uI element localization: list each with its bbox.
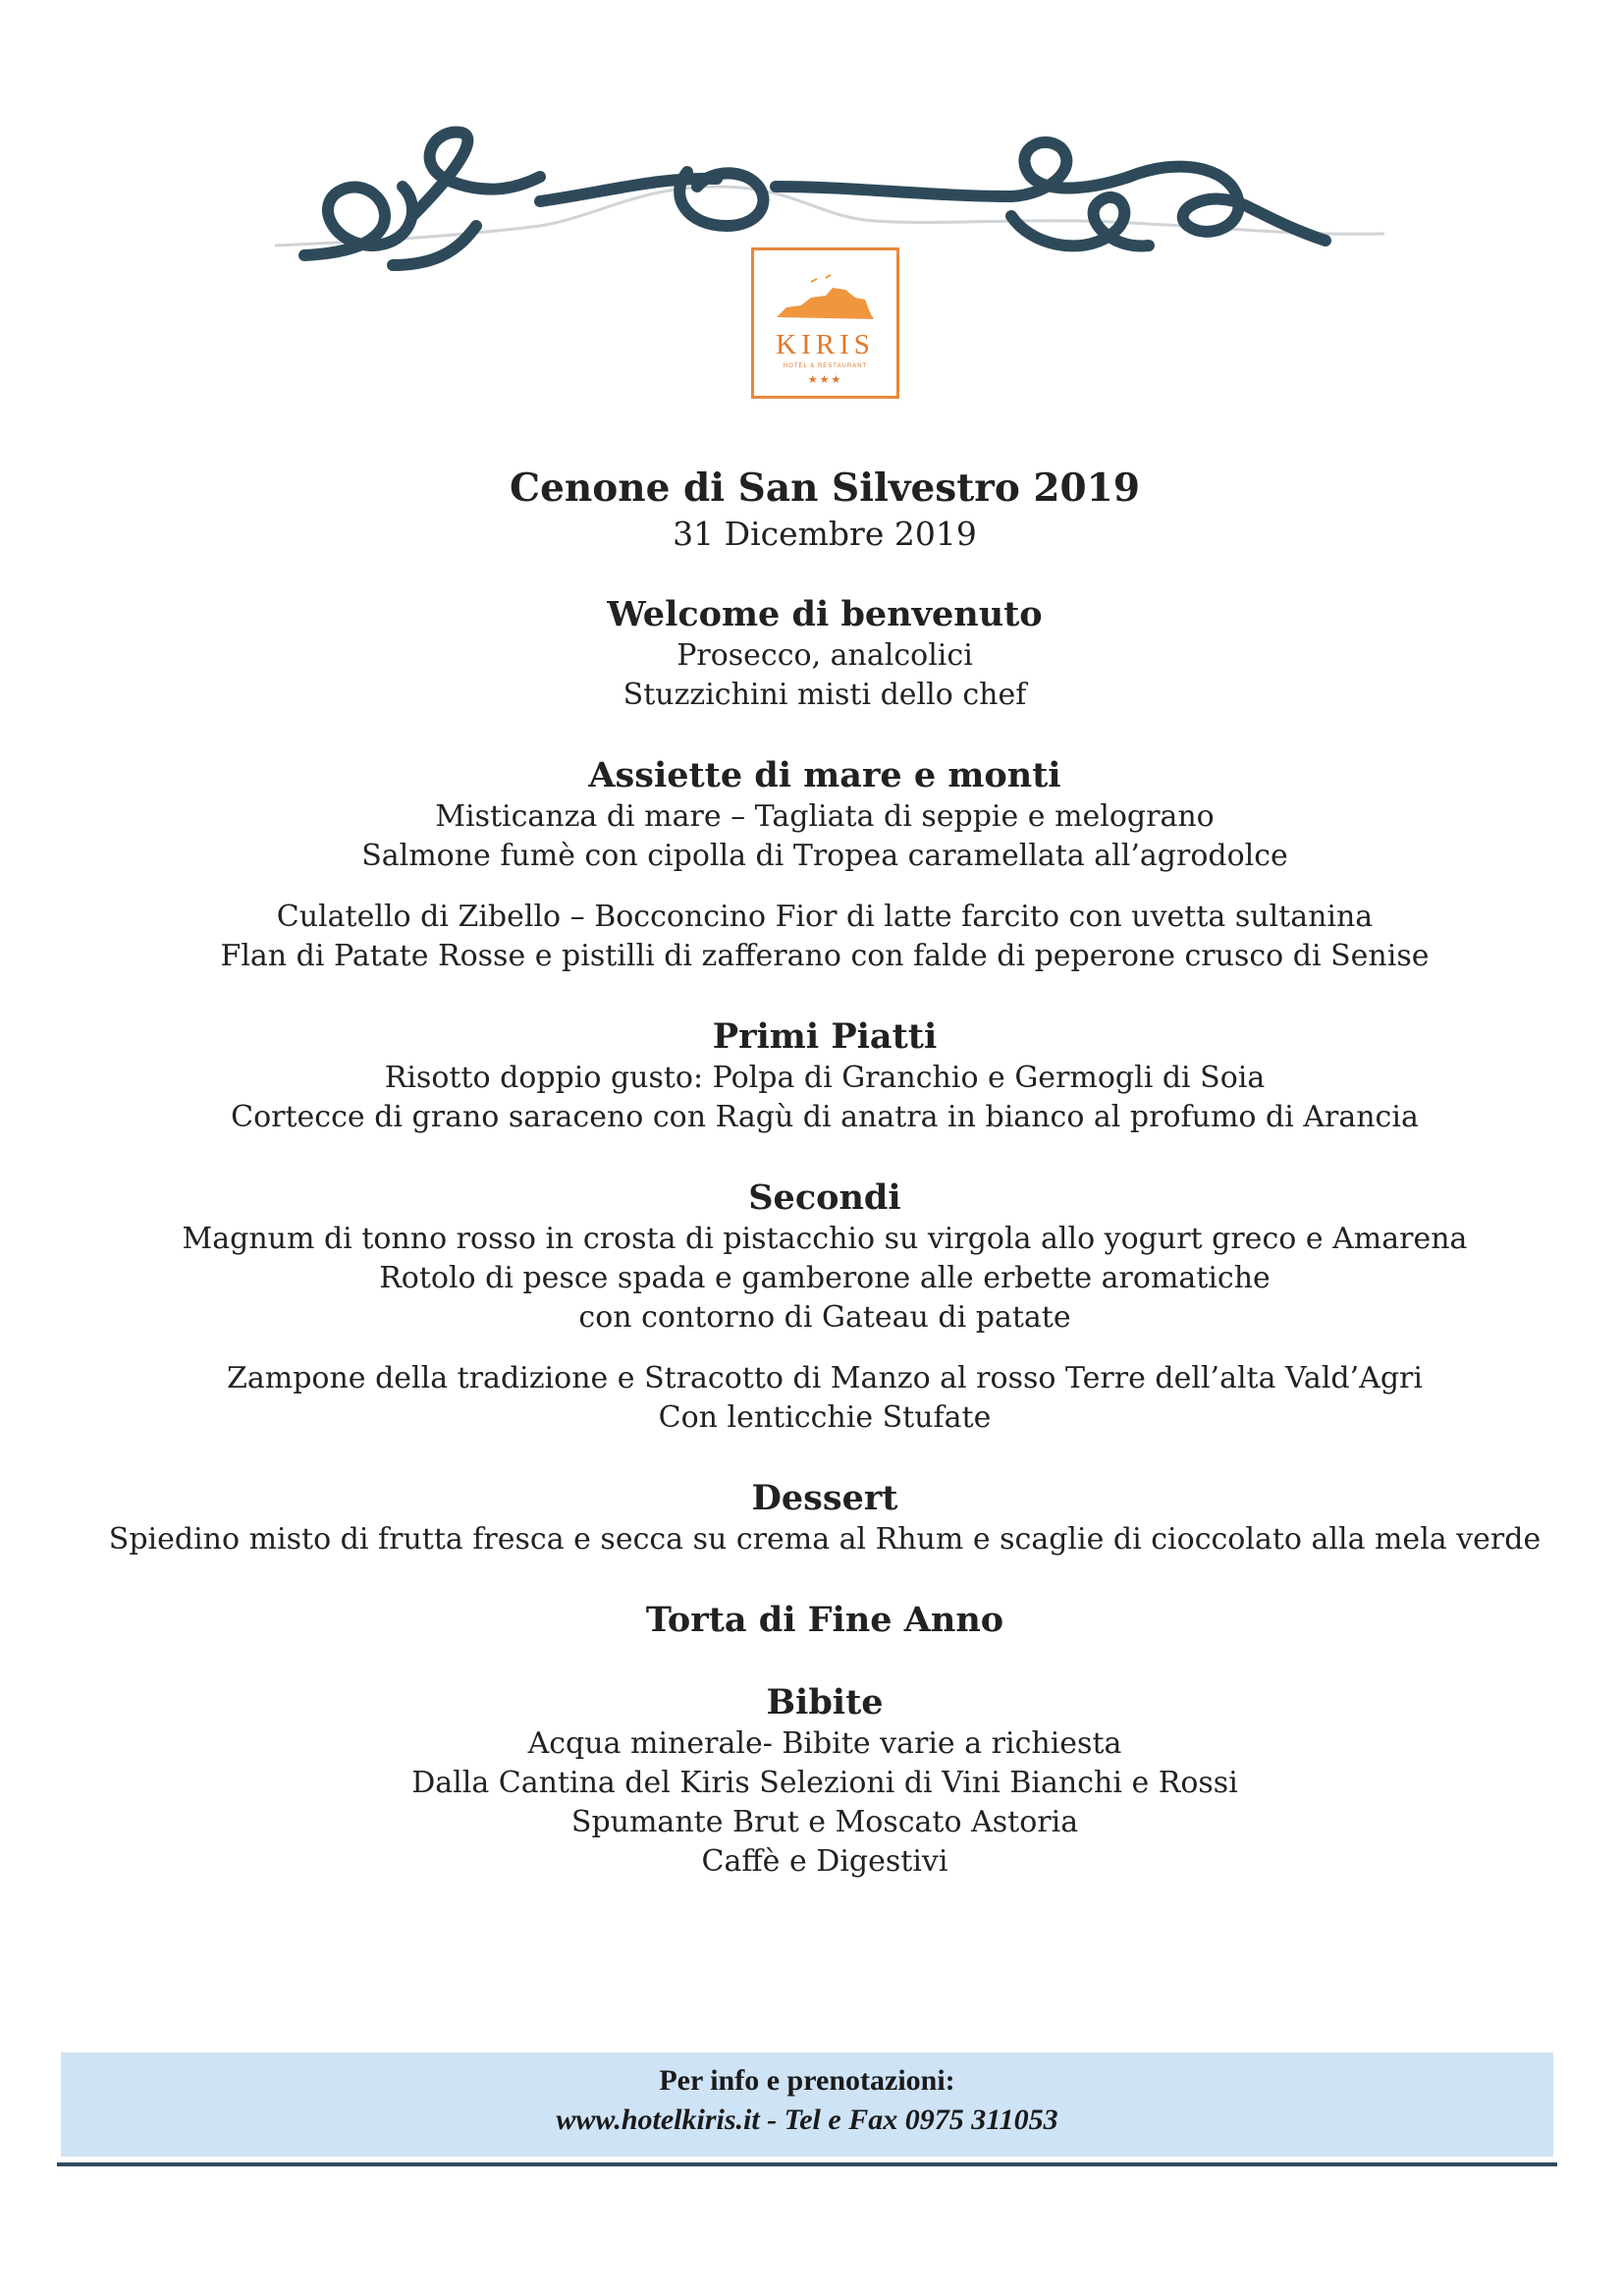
footer-title: Per info e prenotazioni:: [659, 2064, 955, 2097]
menu-item: Salmone fumè con cipolla di Tropea caramellata all’agrodolce: [361, 839, 1288, 873]
section-title: Bibite: [766, 1682, 884, 1722]
menu-item: Dalla Cantina del Kiris Selezioni di Vini Bianchi e Rossi: [411, 1766, 1238, 1800]
menu-item: Misticanza di mare – Tagliata di seppie e melograno: [435, 799, 1215, 834]
menu-item: Spiedino misto di frutta fresca e secca su crema al Rhum e scaglie di cioccolato alla mela verde: [108, 1522, 1542, 1557]
section-title: Assiette di mare e monti: [588, 755, 1061, 795]
menu-section: [59, 593, 1591, 715]
logo-stars: ★★★: [807, 373, 843, 386]
kiris-logo: [751, 247, 899, 399]
menu-item: Cortecce di grano saraceno con Ragù di anatra in bianco al profumo di Arancia: [231, 1100, 1419, 1134]
menu-section: [59, 1477, 1591, 1559]
menu-item: Stuzzichini misti dello chef: [622, 678, 1027, 712]
section-title: Welcome di benvenuto: [607, 594, 1043, 634]
menu-item: Prosecco, analcolici: [676, 638, 973, 673]
footer-divider: [57, 2162, 1557, 2166]
menu-item: Rotolo di pesce spada e gamberone alle erbette aromatiche: [379, 1261, 1271, 1295]
menu-item: Zampone della tradizione e Stracotto di Manzo al rosso Terre dell’alta Vald’Agri: [227, 1361, 1423, 1395]
menu-title: Cenone di San Silvestro 2019: [510, 465, 1140, 511]
menu-item: Flan di Patate Rosse e pistilli di zafferano con falde di peperone crusco di Senise: [220, 939, 1430, 973]
menu-date: 31 Dicembre 2019: [673, 515, 977, 553]
menu-section: [59, 1599, 1591, 1642]
section-title: Torta di Fine Anno: [645, 1600, 1004, 1640]
castle-icon: [772, 268, 880, 325]
menu-section: [59, 1176, 1591, 1438]
menu-section: [59, 754, 1591, 976]
logo-subtitle: HOTEL & RESTAURANT: [783, 363, 868, 369]
menu-section: [59, 1681, 1591, 1882]
menu-item: Acqua minerale- Bibite varie a richiesta: [527, 1726, 1122, 1761]
section-title: Dessert: [751, 1478, 898, 1518]
section-title: Primi Piatti: [712, 1016, 938, 1057]
section-title: Secondi: [748, 1177, 901, 1218]
menu-item: Caffè e Digestivi: [701, 1844, 948, 1879]
menu-section: [59, 1015, 1591, 1137]
menu-item: Magnum di tonno rosso in crosta di pistacchio su virgola allo yogurt greco e Amarena: [182, 1222, 1468, 1256]
menu-item: con contorno di Gateau di patate: [578, 1300, 1071, 1335]
contact-footer: [61, 2052, 1553, 2157]
menu-item: Culatello di Zibello – Bocconcino Fior di latte farcito con uvetta sultanina: [276, 900, 1374, 934]
menu-item: Risotto doppio gusto: Polpa di Granchio e Germogli di Soia: [384, 1061, 1266, 1095]
menu-content: [59, 462, 1591, 1882]
menu-item: Con lenticchie Stufate: [658, 1400, 992, 1435]
menu-item: Spumante Brut e Moscato Astoria: [570, 1805, 1079, 1839]
footer-contact: www.hotelkiris.it - Tel e Fax 0975 311053: [556, 2104, 1058, 2136]
logo-name: KIRIS: [776, 329, 875, 360]
